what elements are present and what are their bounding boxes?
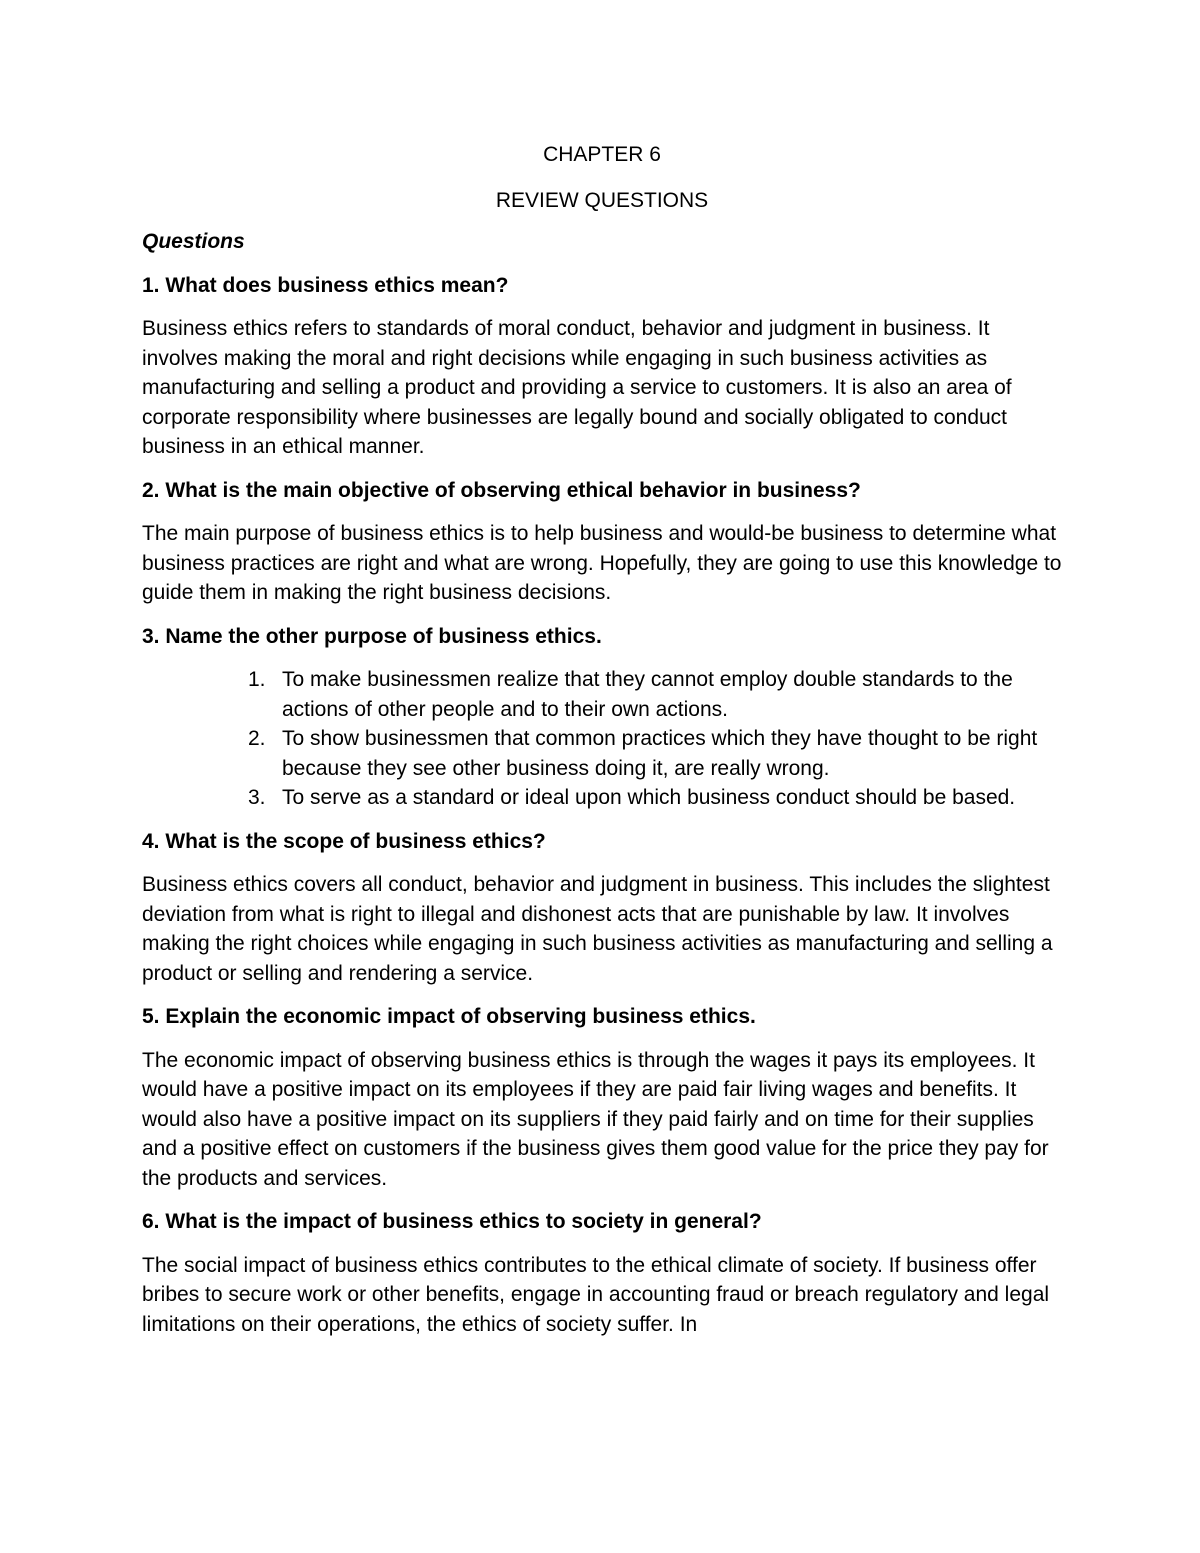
answer-4: Business ethics covers all conduct, behavior and judgment in business. This includes the slightest deviation from what is right to illegal and dishonest acts that are punishable by law. It involves making the right choices while engaging in such business activities as manufacturing and selling a product or selling and rendering a service. — [142, 873, 1053, 985]
questions-label: Questions — [142, 230, 245, 253]
answer-1: Business ethics refers to standards of moral conduct, behavior and judgment in business. It involves making the moral and right decisions while engaging in such business activities as manufacturing and selling a product and providing a service to customers. It is also an area of corporate responsibility where businesses are legally bound and socially obligated to conduct business in an ethical manner. — [142, 317, 1012, 458]
list-item — [142, 783, 1062, 813]
list-item-number: 1. — [248, 668, 266, 691]
list-item-text: To serve as a standard or ideal upon which business conduct should be based. — [282, 786, 1016, 809]
list-item-number: 3. — [248, 786, 266, 809]
document-content — [142, 140, 1062, 1353]
question-3: 3. Name the other purpose of business ethics. — [142, 624, 602, 648]
list-item-text: To show businessmen that common practices which they have thought to be right because they see other business doing it, are really wrong. — [282, 727, 1038, 780]
list-item — [142, 665, 1062, 724]
answer-6: The social impact of business ethics contributes to the ethical climate of society. If business offer bribes to secure work or other benefits, engage in accounting fraud or breach regulatory and legal limitations on their operations, the ethics of society suffer. In — [142, 1253, 1050, 1336]
chapter-title: CHAPTER 6 — [543, 143, 661, 166]
list-item-number: 2. — [248, 727, 266, 750]
question-4: 4. What is the scope of business ethics? — [142, 829, 546, 853]
list-item — [142, 724, 1062, 783]
question-1: 1. What does business ethics mean? — [142, 273, 509, 297]
question-5: 5. Explain the economic impact of observing business ethics. — [142, 1005, 756, 1028]
list-item-text: To make businessmen realize that they cannot employ double standards to the actions of other people and to their own actions. — [282, 668, 1013, 721]
section-title: REVIEW QUESTIONS — [495, 188, 709, 212]
answer-5: The economic impact of observing business ethics is through the wages it pays its employees. It would have a positive impact on its employees if they are paid fair living wages and benefits. It would also have a positive impact on its suppliers if they paid fairly and on time for their supplies and a positive effect on customers if the business gives them good value for the price they pay for the products and services. — [142, 1048, 1049, 1190]
question-2: 2. What is the main objective of observing ethical behavior in business? — [142, 478, 861, 502]
answer-2: The main purpose of business ethics is to help business and would-be business to determine what business practices are right and what are wrong. Hopefully, they are going to use this knowledge to guide them in making the right business decisions. — [142, 522, 1062, 604]
purpose-list — [142, 665, 1062, 813]
question-6: 6. What is the impact of business ethics to society in general? — [142, 1210, 762, 1233]
